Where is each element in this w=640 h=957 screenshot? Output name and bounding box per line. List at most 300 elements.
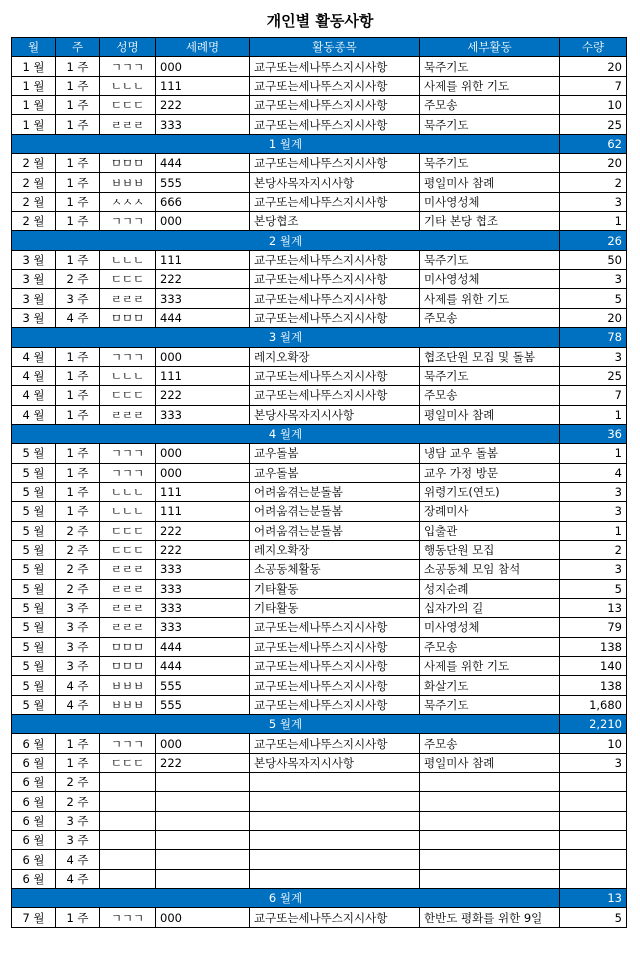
cell-name: ㄱㄱㄱ: [100, 463, 156, 482]
cell-activity-detail: 사제를 위한 기도: [420, 76, 560, 95]
cell-activity-category: 교구또는세나뚜스지시사항: [250, 96, 420, 115]
cell-activity-category: 본당협조: [250, 212, 420, 231]
cell-quantity: 1: [560, 212, 627, 231]
cell-name: ㅁㅁㅁ: [100, 637, 156, 656]
cell-week: 2 주: [56, 270, 100, 289]
cell-baptism-name: 111: [156, 502, 250, 521]
cell-month: 5 월: [12, 502, 56, 521]
cell-week: 2 주: [56, 560, 100, 579]
cell-activity-detail: 기타 본당 협조: [420, 212, 560, 231]
cell-activity-category: 교구또는세나뚜스지시사항: [250, 154, 420, 173]
cell-activity-detail: 위령기도(연도): [420, 482, 560, 501]
cell-name: ㄹㄹㄹ: [100, 598, 156, 617]
cell-quantity: 25: [560, 366, 627, 385]
cell-week: 1 주: [56, 366, 100, 385]
subtotal-quantity: 2,210: [560, 715, 627, 734]
cell-quantity: [560, 792, 627, 811]
cell-month: 4 월: [12, 347, 56, 366]
cell-activity-detail: 주모송: [420, 96, 560, 115]
cell-week: 1 주: [56, 347, 100, 366]
cell-baptism-name: 555: [156, 173, 250, 192]
cell-baptism-name: 111: [156, 482, 250, 501]
cell-activity-detail: 묵주기도: [420, 154, 560, 173]
cell-week: 4 주: [56, 676, 100, 695]
cell-activity-category: 교구또는세나뚜스지시사항: [250, 57, 420, 76]
table-row: [12, 270, 627, 289]
cell-week: 4 주: [56, 850, 100, 869]
cell-activity-detail: 미사영성체: [420, 618, 560, 637]
cell-month: 5 월: [12, 695, 56, 714]
cell-baptism-name: 444: [156, 308, 250, 327]
header-activity-category: 활동종목: [250, 38, 420, 57]
cell-month: 5 월: [12, 676, 56, 695]
cell-baptism-name: 222: [156, 386, 250, 405]
subtotal-quantity: 26: [560, 231, 627, 250]
cell-activity-category: 교우돌봄: [250, 463, 420, 482]
cell-name: ㄴㄴㄴ: [100, 366, 156, 385]
subtotal-quantity: 13: [560, 889, 627, 908]
cell-baptism-name: 555: [156, 676, 250, 695]
cell-activity-detail: 사제를 위한 기도: [420, 289, 560, 308]
cell-name: ㄹㄹㄹ: [100, 289, 156, 308]
cell-month: 2 월: [12, 173, 56, 192]
cell-week: 4 주: [56, 695, 100, 714]
cell-name: [100, 773, 156, 792]
cell-month: 3 월: [12, 250, 56, 269]
cell-quantity: 138: [560, 676, 627, 695]
cell-activity-category: 교구또는세나뚜스지시사항: [250, 250, 420, 269]
cell-quantity: 4: [560, 463, 627, 482]
cell-baptism-name: [156, 792, 250, 811]
cell-name: ㄱㄱㄱ: [100, 57, 156, 76]
cell-activity-category: 어려움겪는분돌봄: [250, 482, 420, 501]
cell-activity-detail: 성지순례: [420, 579, 560, 598]
cell-name: ㅂㅂㅂ: [100, 676, 156, 695]
cell-week: 1 주: [56, 154, 100, 173]
subtotal-row: [12, 424, 627, 443]
table-row: [12, 154, 627, 173]
cell-week: 1 주: [56, 192, 100, 211]
cell-name: ㄹㄹㄹ: [100, 405, 156, 424]
cell-baptism-name: 111: [156, 366, 250, 385]
table-row: [12, 618, 627, 637]
cell-week: 1 주: [56, 173, 100, 192]
table-row: [12, 637, 627, 656]
cell-week: 2 주: [56, 579, 100, 598]
cell-baptism-name: [156, 869, 250, 888]
cell-quantity: 3: [560, 560, 627, 579]
cell-quantity: 3: [560, 482, 627, 501]
cell-baptism-name: 333: [156, 405, 250, 424]
cell-activity-detail: 평일미사 참례: [420, 405, 560, 424]
table-row: [12, 811, 627, 830]
cell-name: ㄴㄴㄴ: [100, 502, 156, 521]
cell-activity-category: 교우돌봄: [250, 444, 420, 463]
cell-activity-category: 교구또는세나뚜스지시사항: [250, 695, 420, 714]
cell-baptism-name: 222: [156, 540, 250, 559]
cell-baptism-name: 333: [156, 579, 250, 598]
cell-week: 1 주: [56, 502, 100, 521]
header-quantity: 수량: [560, 38, 627, 57]
cell-activity-detail: [420, 792, 560, 811]
cell-month: 5 월: [12, 657, 56, 676]
cell-month: 3 월: [12, 270, 56, 289]
cell-month: 5 월: [12, 598, 56, 617]
cell-week: 1 주: [56, 405, 100, 424]
cell-activity-detail: 평일미사 참례: [420, 753, 560, 772]
cell-activity-detail: 행동단원 모집: [420, 540, 560, 559]
cell-name: ㄷㄷㄷ: [100, 521, 156, 540]
cell-activity-detail: [420, 773, 560, 792]
cell-activity-detail: 한반도 평화를 위한 9일: [420, 908, 560, 927]
cell-name: ㄷㄷㄷ: [100, 270, 156, 289]
cell-activity-detail: 묵주기도: [420, 366, 560, 385]
cell-week: 3 주: [56, 831, 100, 850]
table-row: [12, 212, 627, 231]
table-row: [12, 734, 627, 753]
cell-activity-category: 교구또는세나뚜스지시사항: [250, 308, 420, 327]
cell-activity-detail: 주모송: [420, 308, 560, 327]
cell-baptism-name: 222: [156, 96, 250, 115]
table-row: [12, 115, 627, 134]
table-row: [12, 598, 627, 617]
cell-name: [100, 831, 156, 850]
subtotal-label: 6 월계: [12, 889, 560, 908]
subtotal-row: [12, 134, 627, 153]
subtotal-label: 2 월계: [12, 231, 560, 250]
cell-name: ㄱㄱㄱ: [100, 908, 156, 927]
cell-month: 5 월: [12, 463, 56, 482]
cell-quantity: 50: [560, 250, 627, 269]
cell-week: 2 주: [56, 540, 100, 559]
table-row: [12, 173, 627, 192]
cell-quantity: 3: [560, 270, 627, 289]
cell-name: ㄷㄷㄷ: [100, 540, 156, 559]
cell-activity-detail: [420, 869, 560, 888]
cell-name: ㄴㄴㄴ: [100, 76, 156, 95]
cell-quantity: 20: [560, 308, 627, 327]
cell-week: 4 주: [56, 308, 100, 327]
table-body: [12, 57, 627, 927]
cell-baptism-name: [156, 850, 250, 869]
cell-month: 1 월: [12, 57, 56, 76]
cell-month: 6 월: [12, 850, 56, 869]
cell-quantity: 3: [560, 347, 627, 366]
table-row: [12, 657, 627, 676]
cell-quantity: [560, 773, 627, 792]
cell-quantity: [560, 869, 627, 888]
cell-activity-category: 교구또는세나뚜스지시사항: [250, 366, 420, 385]
cell-activity-detail: 사제를 위한 기도: [420, 657, 560, 676]
cell-month: 6 월: [12, 792, 56, 811]
cell-baptism-name: 333: [156, 115, 250, 134]
cell-activity-category: 교구또는세나뚜스지시사항: [250, 908, 420, 927]
cell-activity-category: 어려움겪는분돌봄: [250, 502, 420, 521]
table-row: [12, 308, 627, 327]
cell-baptism-name: 222: [156, 270, 250, 289]
cell-name: ㄴㄴㄴ: [100, 250, 156, 269]
cell-activity-category: [250, 773, 420, 792]
cell-baptism-name: 000: [156, 463, 250, 482]
cell-month: 1 월: [12, 76, 56, 95]
table-row: [12, 366, 627, 385]
cell-quantity: 1: [560, 521, 627, 540]
cell-month: 6 월: [12, 753, 56, 772]
cell-baptism-name: 444: [156, 154, 250, 173]
cell-name: ㄱㄱㄱ: [100, 212, 156, 231]
cell-activity-category: 교구또는세나뚜스지시사항: [250, 734, 420, 753]
cell-baptism-name: 222: [156, 521, 250, 540]
page-title: 개인별 활동사항: [266, 12, 374, 30]
cell-week: 1 주: [56, 482, 100, 501]
cell-activity-category: 교구또는세나뚜스지시사항: [250, 386, 420, 405]
cell-month: 3 월: [12, 289, 56, 308]
cell-month: 6 월: [12, 831, 56, 850]
subtotal-row: [12, 231, 627, 250]
cell-name: ㅁㅁㅁ: [100, 308, 156, 327]
cell-name: ㄱㄱㄱ: [100, 347, 156, 366]
cell-month: 2 월: [12, 212, 56, 231]
cell-quantity: 10: [560, 734, 627, 753]
cell-month: 4 월: [12, 366, 56, 385]
table-row: [12, 560, 627, 579]
cell-week: 2 주: [56, 521, 100, 540]
cell-activity-detail: [420, 831, 560, 850]
cell-activity-category: 교구또는세나뚜스지시사항: [250, 192, 420, 211]
cell-week: 1 주: [56, 76, 100, 95]
cell-activity-detail: 주모송: [420, 637, 560, 656]
cell-week: 3 주: [56, 598, 100, 617]
cell-name: ㅂㅂㅂ: [100, 173, 156, 192]
table-row: [12, 540, 627, 559]
cell-quantity: [560, 811, 627, 830]
subtotal-quantity: 62: [560, 134, 627, 153]
cell-quantity: 138: [560, 637, 627, 656]
cell-month: 2 월: [12, 192, 56, 211]
table-row: [12, 463, 627, 482]
cell-quantity: 5: [560, 579, 627, 598]
cell-quantity: 3: [560, 502, 627, 521]
cell-baptism-name: 444: [156, 637, 250, 656]
cell-name: ㅅㅅㅅ: [100, 192, 156, 211]
cell-week: 3 주: [56, 657, 100, 676]
cell-name: [100, 811, 156, 830]
header-baptism-name: 세례명: [156, 38, 250, 57]
table-row: [12, 521, 627, 540]
cell-month: 6 월: [12, 811, 56, 830]
cell-week: 2 주: [56, 773, 100, 792]
cell-month: 4 월: [12, 405, 56, 424]
cell-week: 1 주: [56, 753, 100, 772]
cell-activity-category: 본당사목자지시사항: [250, 173, 420, 192]
cell-activity-category: [250, 792, 420, 811]
cell-baptism-name: 555: [156, 695, 250, 714]
cell-activity-category: 기타활동: [250, 579, 420, 598]
cell-activity-category: 교구또는세나뚜스지시사항: [250, 637, 420, 656]
cell-quantity: 5: [560, 289, 627, 308]
cell-month: 1 월: [12, 115, 56, 134]
cell-name: ㄹㄹㄹ: [100, 560, 156, 579]
cell-week: 2 주: [56, 792, 100, 811]
subtotal-label: 5 월계: [12, 715, 560, 734]
table-row: [12, 57, 627, 76]
cell-month: 6 월: [12, 869, 56, 888]
cell-baptism-name: 000: [156, 444, 250, 463]
cell-name: [100, 792, 156, 811]
cell-name: ㄷㄷㄷ: [100, 753, 156, 772]
cell-activity-detail: 냉담 교우 돌봄: [420, 444, 560, 463]
cell-baptism-name: 444: [156, 657, 250, 676]
cell-baptism-name: 222: [156, 753, 250, 772]
cell-baptism-name: [156, 811, 250, 830]
table-row: [12, 850, 627, 869]
cell-activity-detail: 묵주기도: [420, 250, 560, 269]
cell-activity-category: [250, 850, 420, 869]
cell-activity-detail: 주모송: [420, 734, 560, 753]
cell-quantity: 20: [560, 57, 627, 76]
header-month: 월: [12, 38, 56, 57]
cell-week: 3 주: [56, 637, 100, 656]
cell-baptism-name: 666: [156, 192, 250, 211]
cell-baptism-name: 111: [156, 250, 250, 269]
cell-week: 1 주: [56, 96, 100, 115]
cell-quantity: [560, 850, 627, 869]
cell-activity-detail: 협조단원 모집 및 돌봄: [420, 347, 560, 366]
cell-quantity: 2: [560, 540, 627, 559]
cell-month: 5 월: [12, 540, 56, 559]
cell-name: ㄱㄱㄱ: [100, 734, 156, 753]
cell-baptism-name: 000: [156, 734, 250, 753]
cell-quantity: 25: [560, 115, 627, 134]
cell-week: 1 주: [56, 908, 100, 927]
cell-activity-category: 교구또는세나뚜스지시사항: [250, 289, 420, 308]
subtotal-quantity: 78: [560, 328, 627, 347]
cell-activity-category: 본당사목자지시사항: [250, 405, 420, 424]
cell-name: [100, 869, 156, 888]
cell-name: ㄷㄷㄷ: [100, 96, 156, 115]
cell-month: 5 월: [12, 482, 56, 501]
cell-week: 1 주: [56, 463, 100, 482]
table-row: [12, 347, 627, 366]
cell-activity-detail: 입출관: [420, 521, 560, 540]
table-row: [12, 831, 627, 850]
cell-quantity: 1: [560, 405, 627, 424]
table-row: [12, 289, 627, 308]
cell-week: 1 주: [56, 444, 100, 463]
cell-activity-category: 레지오확장: [250, 540, 420, 559]
cell-quantity: 140: [560, 657, 627, 676]
cell-name: ㅂㅂㅂ: [100, 695, 156, 714]
cell-activity-detail: 화살기도: [420, 676, 560, 695]
cell-quantity: 3: [560, 192, 627, 211]
cell-activity-category: [250, 831, 420, 850]
cell-name: ㅁㅁㅁ: [100, 154, 156, 173]
cell-quantity: 7: [560, 386, 627, 405]
table-row: [12, 250, 627, 269]
cell-activity-category: 기타활동: [250, 598, 420, 617]
cell-activity-category: 레지오확장: [250, 347, 420, 366]
cell-month: 1 월: [12, 96, 56, 115]
cell-activity-detail: 장례미사: [420, 502, 560, 521]
cell-baptism-name: 333: [156, 289, 250, 308]
cell-activity-category: [250, 869, 420, 888]
cell-quantity: 79: [560, 618, 627, 637]
table-row: [12, 444, 627, 463]
cell-baptism-name: 000: [156, 908, 250, 927]
cell-week: 1 주: [56, 386, 100, 405]
cell-week: 3 주: [56, 618, 100, 637]
cell-quantity: 5: [560, 908, 627, 927]
cell-week: 1 주: [56, 212, 100, 231]
cell-activity-detail: 십자가의 길: [420, 598, 560, 617]
cell-activity-category: 교구또는세나뚜스지시사항: [250, 115, 420, 134]
cell-month: 5 월: [12, 579, 56, 598]
table-row: [12, 908, 627, 927]
table-header: [12, 38, 627, 57]
cell-activity-category: [250, 811, 420, 830]
cell-name: ㄹㄹㄹ: [100, 579, 156, 598]
cell-quantity: 10: [560, 96, 627, 115]
table-row: [12, 676, 627, 695]
cell-month: 5 월: [12, 637, 56, 656]
table-row: [12, 386, 627, 405]
cell-month: 6 월: [12, 773, 56, 792]
subtotal-quantity: 36: [560, 424, 627, 443]
cell-activity-detail: 미사영성체: [420, 270, 560, 289]
cell-activity-category: 교구또는세나뚜스지시사항: [250, 676, 420, 695]
cell-name: ㅁㅁㅁ: [100, 657, 156, 676]
cell-activity-detail: 묵주기도: [420, 115, 560, 134]
cell-quantity: 3: [560, 753, 627, 772]
cell-quantity: 1: [560, 444, 627, 463]
cell-activity-detail: 주모송: [420, 386, 560, 405]
cell-baptism-name: 111: [156, 76, 250, 95]
header-week: 주: [56, 38, 100, 57]
activity-table: [11, 37, 627, 928]
cell-baptism-name: 333: [156, 560, 250, 579]
cell-month: 5 월: [12, 560, 56, 579]
cell-week: 3 주: [56, 811, 100, 830]
table-row: [12, 869, 627, 888]
subtotal-row: [12, 715, 627, 734]
cell-quantity: 1,680: [560, 695, 627, 714]
cell-month: 5 월: [12, 618, 56, 637]
cell-baptism-name: 000: [156, 57, 250, 76]
cell-week: 4 주: [56, 869, 100, 888]
subtotal-label: 4 월계: [12, 424, 560, 443]
cell-month: 7 월: [12, 908, 56, 927]
header-activity-detail: 세부활동: [420, 38, 560, 57]
cell-quantity: 7: [560, 76, 627, 95]
cell-month: 5 월: [12, 444, 56, 463]
cell-activity-detail: 교우 가정 방문: [420, 463, 560, 482]
cell-baptism-name: 333: [156, 598, 250, 617]
cell-month: 6 월: [12, 734, 56, 753]
cell-activity-detail: [420, 850, 560, 869]
table-row: [12, 579, 627, 598]
cell-name: ㄷㄷㄷ: [100, 386, 156, 405]
cell-week: 3 주: [56, 289, 100, 308]
cell-activity-category: 교구또는세나뚜스지시사항: [250, 657, 420, 676]
table-row: [12, 753, 627, 772]
cell-name: ㄹㄹㄹ: [100, 618, 156, 637]
cell-month: 2 월: [12, 154, 56, 173]
cell-activity-detail: 미사영성체: [420, 192, 560, 211]
table-row: [12, 192, 627, 211]
cell-name: ㄹㄹㄹ: [100, 115, 156, 134]
cell-name: ㄱㄱㄱ: [100, 444, 156, 463]
header-name: 성명: [100, 38, 156, 57]
